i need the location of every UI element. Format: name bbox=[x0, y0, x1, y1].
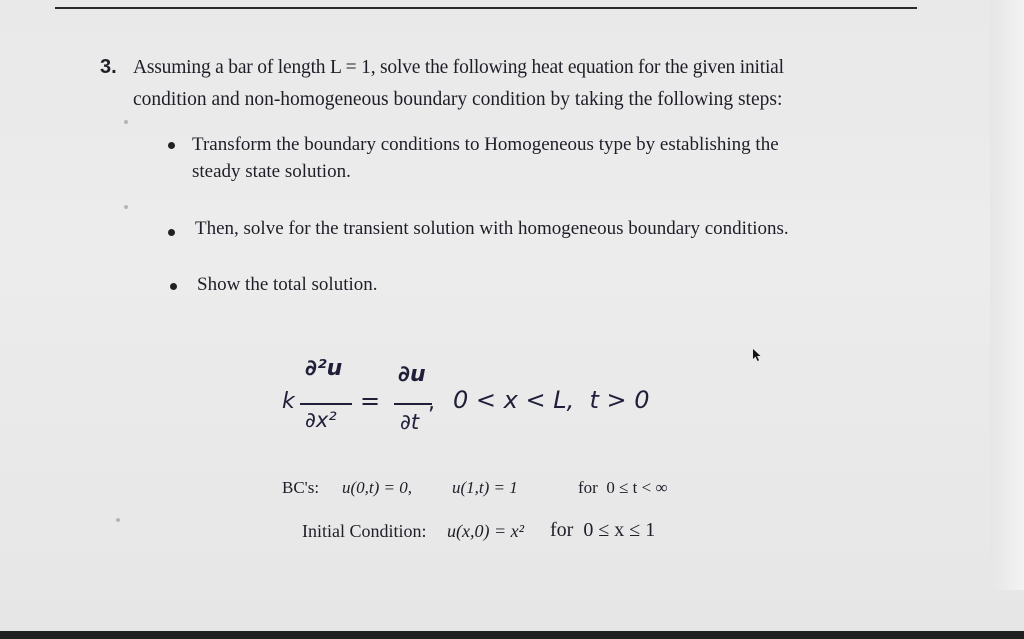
equation-comma: , bbox=[428, 390, 435, 415]
equation-domain: 0 < x < L, t > 0 bbox=[453, 386, 650, 414]
step-1-line-2: steady state solution. bbox=[192, 161, 351, 182]
top-divider bbox=[55, 7, 917, 9]
right-edge-panel bbox=[990, 0, 1024, 590]
bc-condition-1: u(0,t) = 0, bbox=[342, 478, 413, 497]
question-text-line-1: Assuming a bar of length L = 1, solve the following heat equation for the given initial bbox=[133, 57, 784, 78]
rhs-denominator: ∂t bbox=[400, 410, 420, 434]
scan-speck bbox=[116, 518, 120, 522]
lhs-numerator: ∂²u bbox=[305, 356, 343, 381]
rhs-numerator: ∂u bbox=[398, 362, 426, 387]
equals-sign: = bbox=[360, 387, 381, 415]
step-2-text: Then, solve for the transient solution with homogeneous boundary conditions. bbox=[195, 218, 789, 239]
rhs-fraction-bar bbox=[394, 403, 432, 405]
ic-expression: u(x,0) = x² bbox=[447, 521, 525, 541]
lhs-denominator: ∂x² bbox=[305, 408, 337, 432]
bullet-icon bbox=[168, 229, 175, 236]
scan-speck bbox=[124, 120, 128, 124]
bullet-icon bbox=[168, 142, 175, 149]
bc-range: for 0 ≤ t < ∞ bbox=[578, 478, 668, 497]
bc-label: BC's: bbox=[282, 478, 320, 497]
scan-speck bbox=[124, 205, 128, 209]
ic-range: for 0 ≤ x ≤ 1 bbox=[550, 519, 656, 541]
lhs-fraction-bar bbox=[300, 403, 352, 405]
bc-condition-2: u(1,t) = 1 bbox=[452, 478, 518, 497]
step-3-text: Show the total solution. bbox=[197, 274, 378, 295]
arrow-cursor-icon bbox=[752, 348, 762, 366]
bullet-icon bbox=[170, 283, 177, 290]
question-text-line-2: condition and non-homogeneous boundary condition by taking the following steps: bbox=[133, 89, 783, 110]
step-1-line-1: Transform the boundary conditions to Homogeneous type by establishing the bbox=[192, 134, 779, 155]
ic-label: Initial Condition: bbox=[302, 521, 427, 541]
question-number: 3. bbox=[100, 56, 117, 78]
equation-coefficient: k bbox=[282, 389, 295, 414]
bottom-edge-bar bbox=[0, 631, 1024, 639]
